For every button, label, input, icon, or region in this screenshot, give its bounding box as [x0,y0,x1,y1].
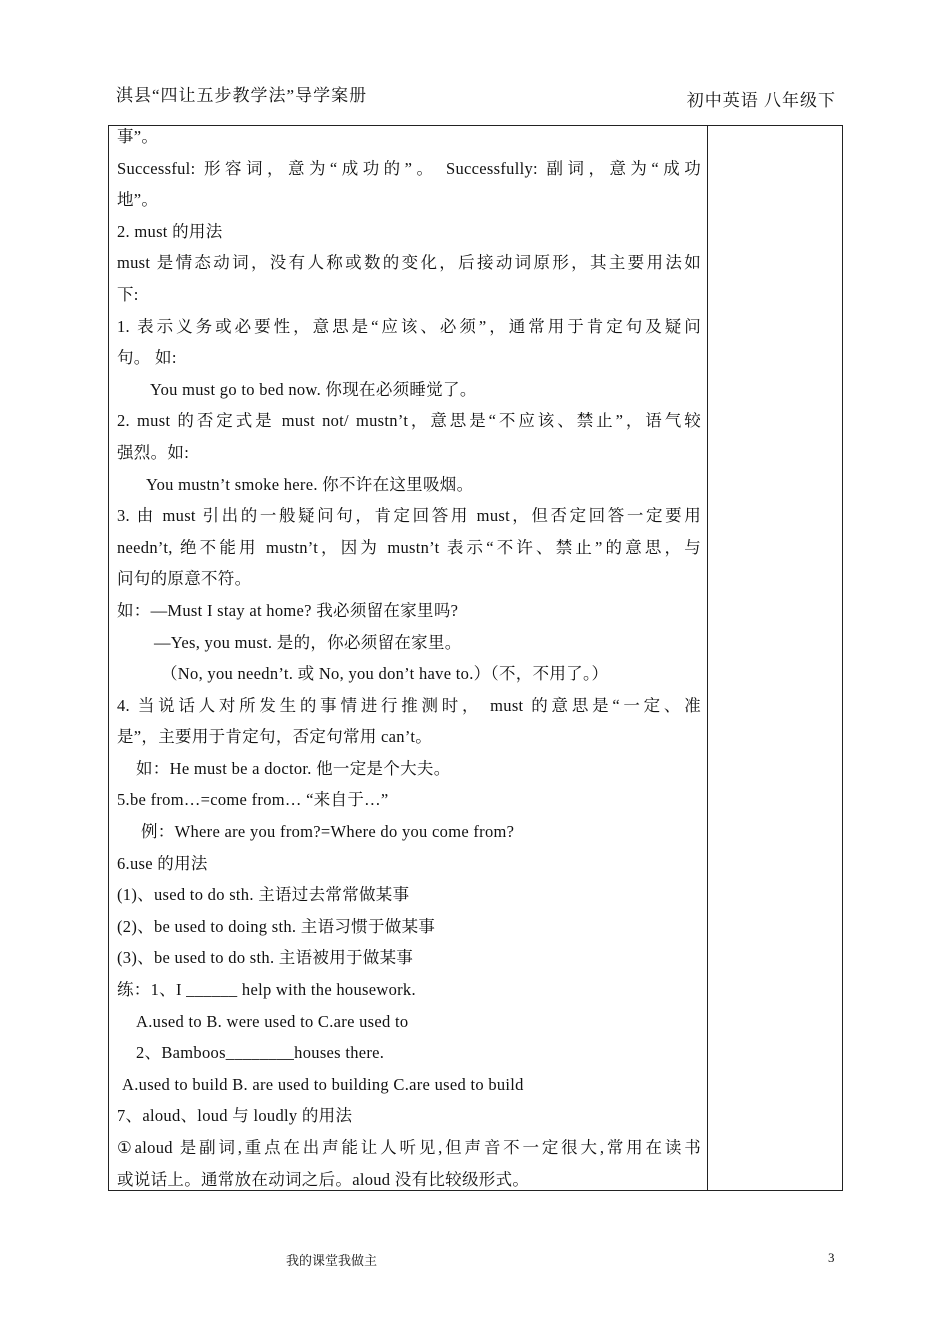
text-line: 如：He must be a doctor. 他一定是个大夫。 [136,758,451,778]
text-line: (3)、be used to do sth. 主语被用于做某事 [117,948,414,968]
text-line: 5.be from…=come from… “来自于…” [117,790,389,810]
text-line: must 是情态动词，没有人称或数的变化，后接动词原形，其主要用法如 [117,253,701,273]
text-line: 3. 由 must 引出的一般疑问句，肯定回答用 must，但否定回答一定要用 [117,506,701,526]
text-line: 下: [117,284,139,304]
text-line: (2)、be used to doing sth. 主语习惯于做某事 [117,916,436,936]
text-line: A.used to build B. are used to building C.are used to build [122,1074,524,1094]
text-line: (1)、used to do sth. 主语过去常常做某事 [117,885,410,905]
text-line: 是”，主要用于肯定句，否定句常用 can’t。 [117,727,433,747]
text-line: 2. must 的用法 [117,221,223,241]
text-line: You mustn’t smoke here. 你不许在这里吸烟。 [146,474,474,494]
text-line: 例：Where are you from?=Where do you come from? [141,822,515,842]
text-line: 2. must 的否定式是 must not/ mustn’t，意思是“不应该、禁止”，语气较 [117,411,701,431]
text-line: 2、Bamboos________houses there. [136,1043,385,1063]
table-column-divider [707,125,708,1191]
text-line: 如：—Must I stay at home? 我必须留在家里吗? [117,600,459,620]
text-line: needn’t, 绝不能用 mustn’t，因为 mustn’t 表示“不许、禁止”的意思，与 [117,537,701,557]
lesson-content [117,121,701,1195]
header-subject: 初中英语 八年级下 [686,91,836,110]
header-title: 淇县“四让五步教学法”导学案册 [116,86,368,105]
text-line: 句。 如: [117,348,177,368]
text-line: 练：1、I ______ help with the housework. [117,980,416,1000]
page-number: 3 [828,1250,835,1265]
text-line: 4. 当说话人对所发生的事情进行推测时， must 的意思是“一定、准 [117,695,701,715]
text-line: （No, you needn’t. 或 No, you don’t have to.）（不，不用了。） [161,664,609,684]
text-line: 1. 表示义务或必要性，意思是“应该、必须”，通常用于肯定句及疑问 [117,316,701,336]
text-line: 事”。 [117,127,159,146]
text-line: 地”。 [117,190,159,210]
text-line: 7、aloud、loud 与 loudly 的用法 [117,1106,353,1126]
text-line: —Yes, you must. 是的，你必须留在家里。 [154,632,462,652]
text-line: You must go to bed now. 你现在必须睡觉了。 [150,379,477,399]
text-line: A.used to B. were used to C.are used to [136,1011,409,1031]
text-line: 问句的原意不符。 [117,569,252,589]
text-line: 6.use 的用法 [117,853,208,873]
footer-motto: 我的课堂我做主 [286,1253,378,1268]
text-line: 强烈。如: [117,442,190,462]
text-line: ①aloud 是副词,重点在出声能让人听见,但声音不一定很大,常用在读书 [117,1138,701,1157]
text-line: 或说话上。通常放在动词之后。aloud 没有比较级形式。 [117,1169,530,1189]
text-line: Successful: 形容词，意为“成功的”。 Successfully: 副词，意为“成功 [117,158,701,178]
